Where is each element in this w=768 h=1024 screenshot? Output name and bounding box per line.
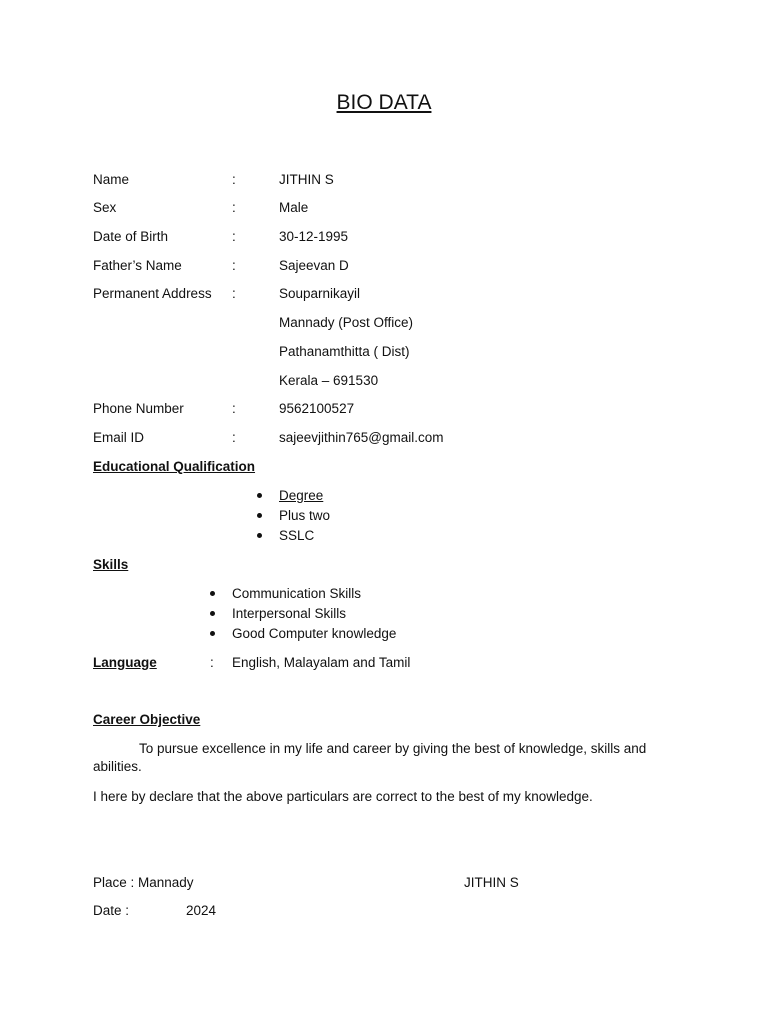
- bullet-icon: [257, 533, 262, 538]
- page-title: BIO DATA: [336, 91, 432, 114]
- date-label: Date :: [93, 903, 130, 918]
- colon: :: [232, 401, 236, 416]
- language-value: English, Malayalam and Tamil: [232, 655, 411, 670]
- colon: :: [232, 229, 236, 244]
- education-item: Degree: [279, 488, 324, 503]
- colon: :: [232, 430, 236, 445]
- declaration-text: I here by declare that the above particulars are correct to the best of my knowledge.: [93, 789, 593, 804]
- sex-value: Male: [279, 200, 309, 215]
- education-item: Plus two: [279, 508, 331, 523]
- email-value: sajeevjithin765@gmail.com: [279, 430, 444, 445]
- skill-item: Good Computer knowledge: [232, 626, 397, 641]
- bullet-icon: [210, 611, 215, 616]
- address-line: Pathanamthitta ( Dist): [279, 344, 410, 359]
- language-label: Language: [93, 655, 157, 670]
- education-heading: Educational Qualification: [93, 459, 256, 474]
- colon: :: [232, 172, 236, 187]
- phone-value: 9562100527: [279, 401, 355, 416]
- father-name-value: Sajeevan D: [279, 258, 349, 273]
- signature-name: JITHIN S: [464, 875, 519, 890]
- bullet-icon: [210, 631, 215, 636]
- bullet-icon: [257, 513, 262, 518]
- bullet-icon: [210, 591, 215, 596]
- name-value: JITHIN S: [279, 172, 334, 187]
- skill-item: Communication Skills: [232, 586, 362, 601]
- colon: :: [232, 200, 236, 215]
- colon: :: [210, 655, 214, 670]
- skill-item: Interpersonal Skills: [232, 606, 347, 621]
- dob-label: Date of Birth: [93, 229, 169, 244]
- address-line: Mannady (Post Office): [279, 315, 414, 330]
- phone-label: Phone Number: [93, 401, 184, 416]
- dob-value: 30-12-1995: [279, 229, 349, 244]
- date-value: 2024: [186, 903, 217, 918]
- address-line: Kerala – 691530: [279, 373, 379, 388]
- bullet-icon: [257, 493, 262, 498]
- email-label: Email ID: [93, 430, 145, 445]
- skills-heading: Skills: [93, 557, 129, 572]
- colon: :: [232, 258, 236, 273]
- career-heading: Career Objective: [93, 712, 201, 727]
- name-label: Name: [93, 172, 130, 187]
- address-line: Souparnikayil: [279, 286, 361, 301]
- colon: :: [232, 286, 236, 301]
- career-text: To pursue excellence in my life and career by giving the best of knowledge, skills and abilities.: [93, 741, 647, 774]
- father-name-label: Father’s Name: [93, 258, 182, 273]
- place-text: Place : Mannady: [93, 875, 194, 890]
- address-label: Permanent Address: [93, 286, 212, 301]
- sex-label: Sex: [93, 200, 117, 215]
- education-item: SSLC: [279, 528, 315, 543]
